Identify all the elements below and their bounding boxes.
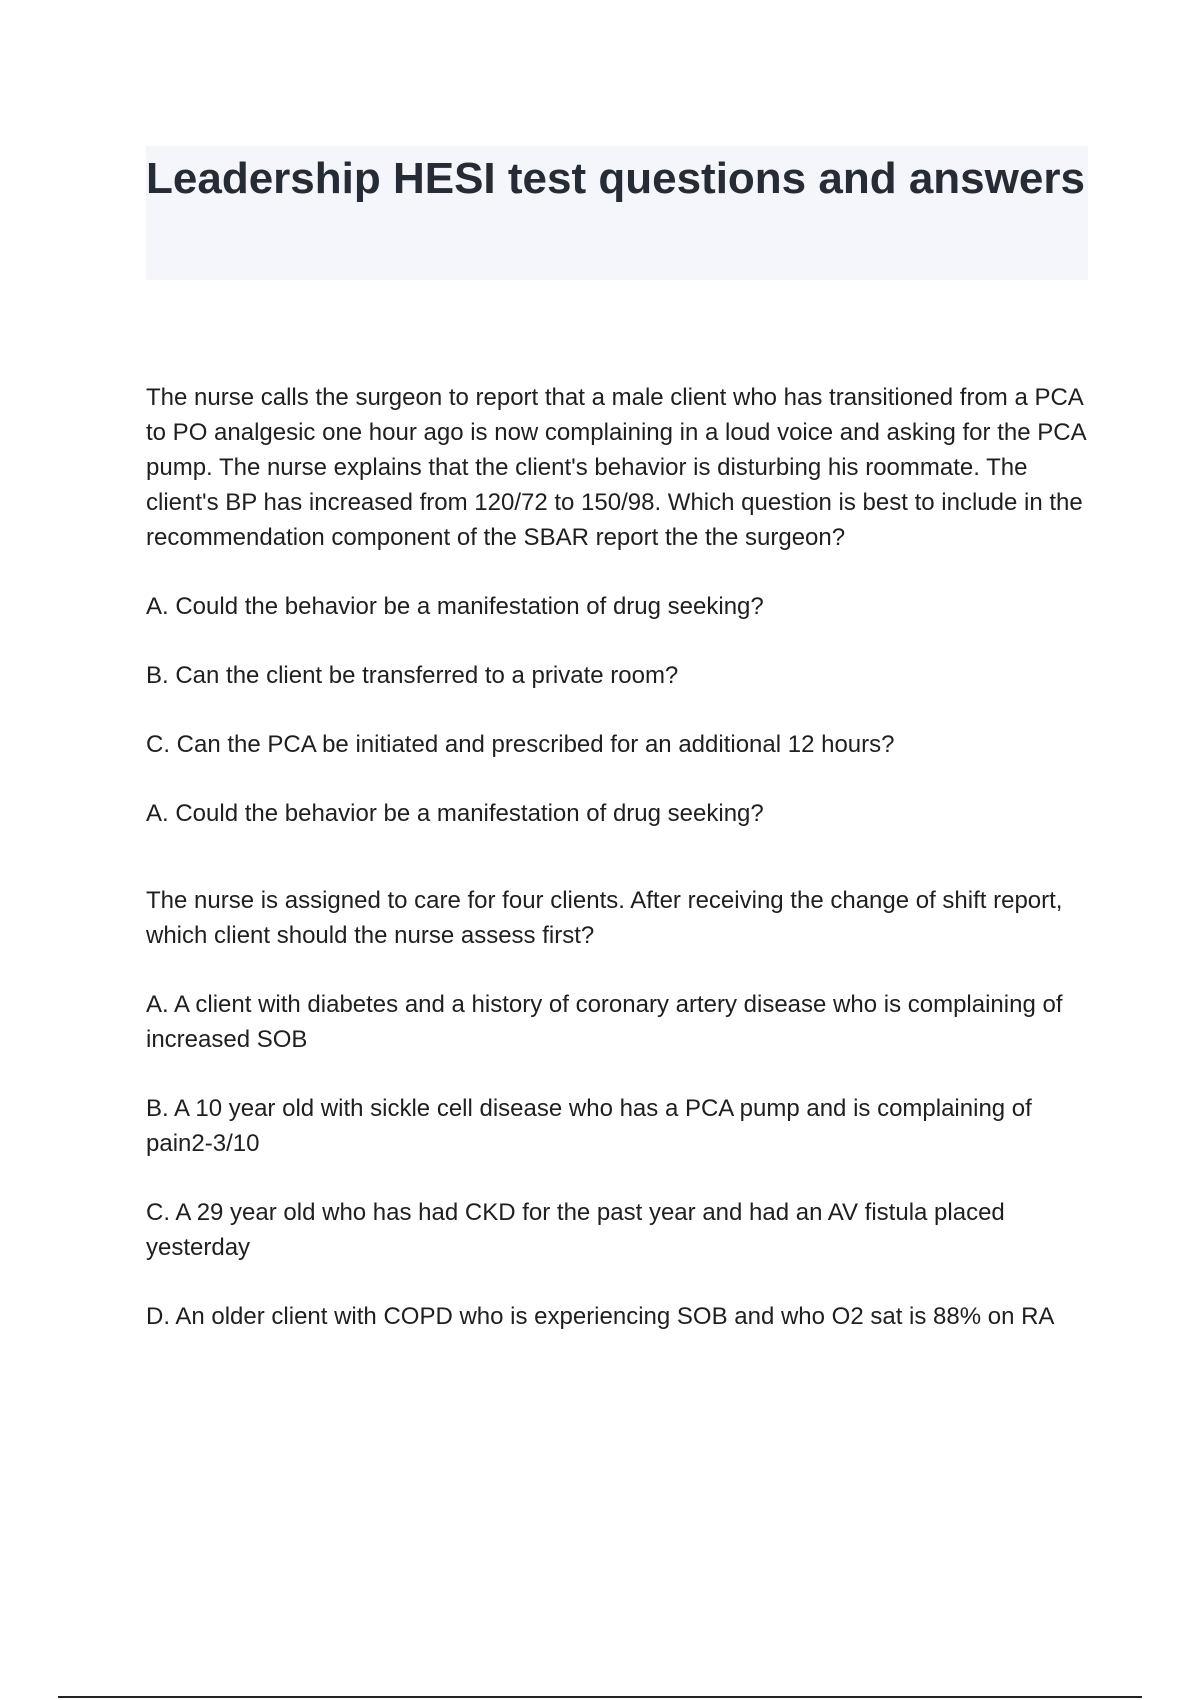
question-option: B. A 10 year old with sickle cell disease who has a PCA pump and is complaining of pain2-3/10 xyxy=(146,1095,1032,1157)
question-option: D. An older client with COPD who is experiencing SOB and who O2 sat is 88% on RA xyxy=(146,1303,1055,1330)
question-answer: A. Could the behavior be a manifestation of drug seeking? xyxy=(146,800,764,827)
title-banner xyxy=(146,146,1088,280)
question-option: C. A 29 year old who has had CKD for the past year and had an AV fistula placed yesterday xyxy=(146,1199,1005,1261)
footer-divider xyxy=(58,1696,1142,1698)
document-title: Leadership HESI test questions and answers xyxy=(146,154,1085,203)
question-option: C. Can the PCA be initiated and prescribed for an additional 12 hours? xyxy=(146,731,895,758)
question-text: The nurse is assigned to care for four clients. After receiving the change of shift report, which client should the nurse assess first? xyxy=(146,887,1063,949)
question-list xyxy=(146,380,1096,1334)
question-option: A. Could the behavior be a manifestation of drug seeking? xyxy=(146,593,764,620)
question-option: A. A client with diabetes and a history of coronary artery disease who is complaining of increased SOB xyxy=(146,991,1063,1053)
question-1 xyxy=(146,380,1096,831)
question-2 xyxy=(146,883,1096,1334)
question-text: The nurse calls the surgeon to report that a male client who has transitioned from a PCA to PO analgesic one hour ago is now complaining in a loud voice and asking for the PCA pump. The nurse explains that the client's behavior is disturbing his roommate. The client's BP has increased from 120/72 to 150/98. Which question is best to include in the recommendation component of the SBAR report the the surgeon? xyxy=(146,384,1086,551)
question-option: B. Can the client be transferred to a private room? xyxy=(146,662,679,689)
